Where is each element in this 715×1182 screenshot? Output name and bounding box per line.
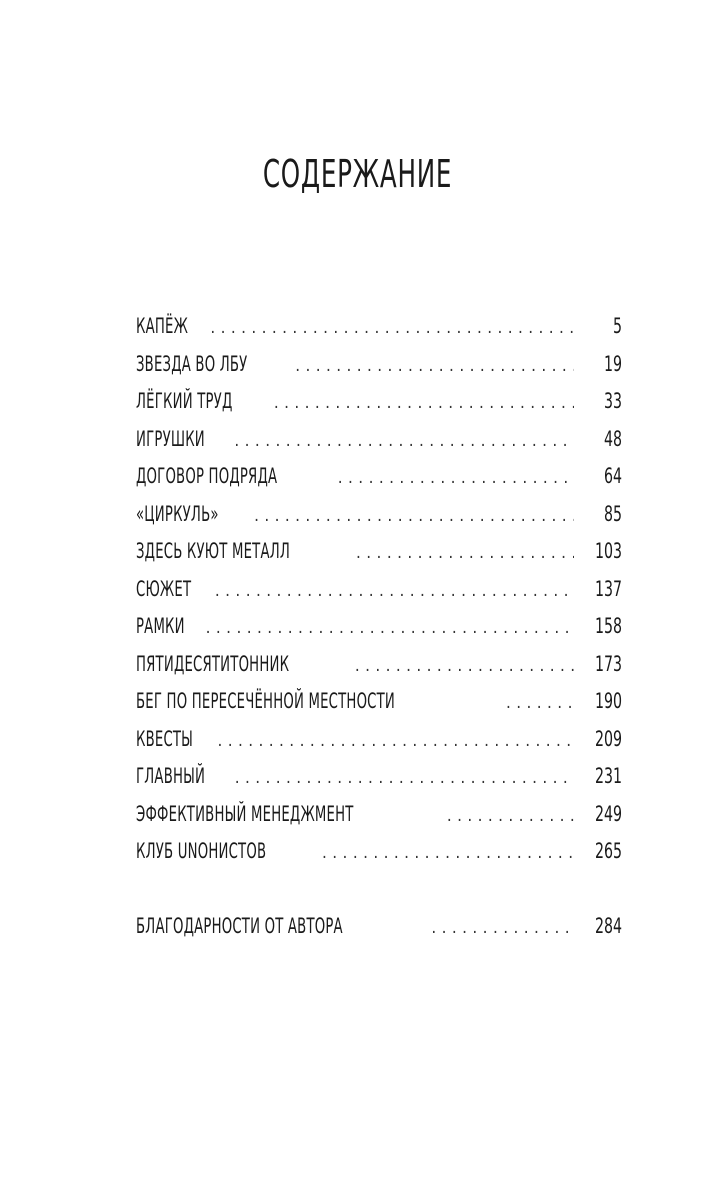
toc-entry-page: 5 (612, 314, 622, 338)
toc-entry-acknowledgements (136, 913, 622, 951)
toc-leader-dots (295, 353, 574, 379)
toc-entry-title: БЕГ ПО ПЕРЕСЕЧЁННОЙ МЕСТНОСТИ (136, 689, 396, 713)
toc-entry-page: 249 (594, 801, 622, 826)
toc-entry-page: 85 (603, 501, 622, 526)
toc-entry-title: ЭФФЕКТИВНЫЙ МЕНЕДЖМЕНТ (136, 801, 354, 826)
toc-entry-title: ИГРУШКИ (136, 426, 205, 451)
toc-entry-title: ПЯТИДЕСЯТИТОННИК (136, 651, 290, 676)
toc-entry-page: 48 (603, 426, 622, 451)
toc-entry-page: 33 (603, 389, 622, 413)
toc-leader-dots (506, 690, 574, 716)
toc-entry-page: 231 (594, 764, 622, 788)
toc-leader-dots (206, 615, 574, 641)
toc-entry-title: РАМКИ (136, 614, 185, 638)
toc-entry-title: ДОГОВОР ПОДРЯДА (136, 464, 278, 488)
toc-entry-page: 173 (594, 651, 622, 676)
toc-leader-dots (274, 390, 574, 416)
toc-entry-title: «ЦИРКУЛЬ» (136, 501, 219, 526)
toc-entry-title: ГЛАВНЫЙ (136, 764, 206, 788)
toc-leader-dots (356, 540, 574, 566)
toc-entry (136, 501, 622, 539)
toc-entry (136, 688, 622, 726)
toc-entry-page: 190 (594, 689, 622, 713)
table-of-contents (136, 313, 622, 950)
toc-entry-title: БЛАГОДАРНОСТИ ОТ АВТОРА (136, 913, 343, 938)
toc-leader-dots (355, 653, 574, 679)
toc-leader-dots (447, 803, 574, 829)
toc-entry-title: СЮЖЕТ (136, 576, 192, 601)
toc-entry-title: ЗВЕЗДА ВО ЛБУ (136, 351, 248, 376)
toc-entry-page: 64 (603, 464, 622, 488)
toc-entry-page: 19 (603, 351, 622, 376)
toc-leader-dots (218, 728, 574, 754)
toc-entry-page: 284 (594, 913, 622, 938)
toc-entry-page: 209 (594, 726, 622, 751)
toc-leader-dots (234, 428, 574, 454)
toc-leader-dots (210, 315, 574, 341)
toc-leader-dots (338, 465, 574, 491)
toc-entry (136, 726, 622, 764)
toc-entry-title: КЛУБ UNOНИСТОВ (136, 839, 267, 863)
toc-entry (136, 388, 622, 426)
toc-leader-dots (235, 765, 574, 791)
toc-entry-page: 265 (594, 839, 622, 863)
toc-entry (136, 613, 622, 651)
toc-entry-title: КВЕСТЫ (136, 726, 194, 751)
toc-entry-page: 158 (594, 614, 622, 638)
toc-leader-dots (215, 578, 574, 604)
toc-entry (136, 538, 622, 576)
toc-entry (136, 801, 622, 839)
toc-entry (136, 838, 622, 876)
toc-entry (136, 351, 622, 389)
toc-entry-page: 103 (594, 539, 622, 563)
toc-entry (136, 651, 622, 689)
toc-entry (136, 463, 622, 501)
toc-entry (136, 576, 622, 614)
toc-entry (136, 426, 622, 464)
toc-leader-dots (322, 840, 574, 866)
toc-leader-dots (431, 915, 574, 941)
toc-entry-title: ЛЁГКИЙ ТРУД (136, 389, 233, 413)
toc-entry-title: ЗДЕСЬ КУЮТ МЕТАЛЛ (136, 539, 291, 563)
toc-entry-title: КАПЁЖ (136, 314, 189, 338)
page-title: СОДЕРЖАНИЕ (262, 152, 453, 196)
toc-entry (136, 763, 622, 801)
toc-leader-dots (254, 503, 574, 529)
toc-entry-page: 137 (594, 576, 622, 601)
toc-entry (136, 313, 622, 351)
